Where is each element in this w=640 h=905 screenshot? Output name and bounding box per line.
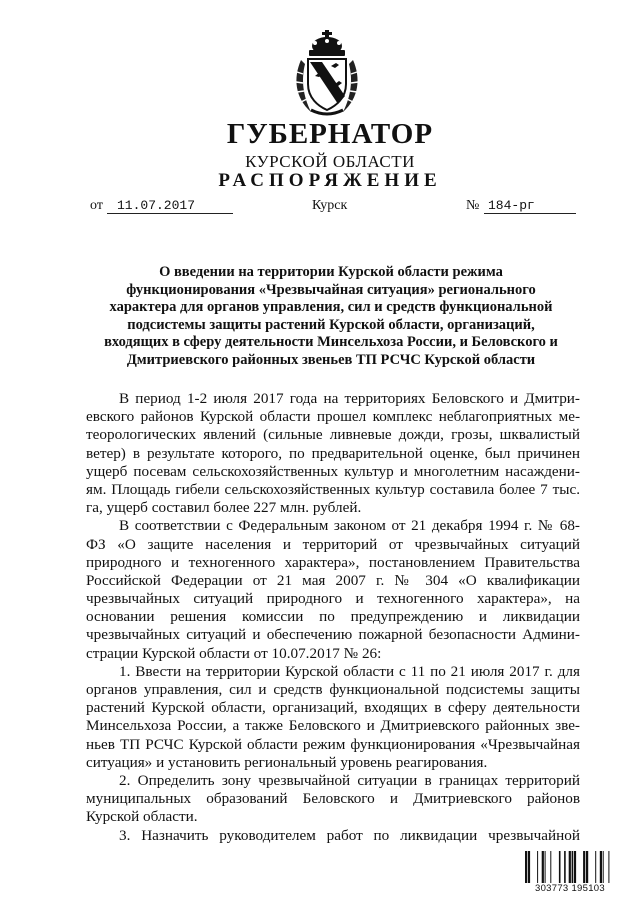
body-line: природного и техногенного характера», постановлением Правительства (86, 553, 580, 571)
document-number: 184-рг (484, 198, 576, 214)
body-line: чрезвычайных ситуаций природного и техногенного характера», на (86, 590, 580, 608)
body-line: Российской Федерации от 21 мая 2007 г. № 304 «О квалификации (86, 571, 580, 589)
barcode-bar (528, 851, 530, 883)
body-line: В соответствии с Федеральным законом от 21 декабря 1994 г. № 68- (119, 517, 580, 535)
barcode-bar (564, 851, 566, 883)
barcode-bar (559, 851, 561, 883)
body-line: 2. Определить зону чрезвычайной ситуации в границах территорий (119, 771, 580, 789)
barcode-bar (583, 851, 585, 883)
barcode-bar (569, 851, 571, 883)
barcode-bar (542, 851, 544, 883)
body-line: га, ущерб составил более 227 млн. рублей. (86, 499, 362, 517)
coat-of-arms-icon (291, 26, 363, 118)
barcode-bar (608, 851, 609, 883)
title-line: входящих в сферу деятельности Минсельхоза России, и Беловского и (104, 334, 558, 350)
barcode-bar (550, 851, 551, 883)
document-body (86, 390, 580, 845)
body-line: основании решения комиссии по предупреждению и ликвидации (86, 608, 580, 626)
body-line: ньев ТП РСЧС Курской области режим функционирования «Чрезвычайная (86, 735, 580, 753)
body-line: муниципальных образований Беловского и Дмитриевского районов (86, 790, 580, 808)
region-heading: КУРСКОЙ ОБЛАСТИ (245, 152, 415, 171)
body-line: страции Курской области от 10.07.2017 № 26: (86, 644, 382, 662)
body-line: евского районов Курской области прошел комплекс неблагоприятных ме- (86, 408, 580, 426)
barcode-bar (603, 851, 604, 883)
barcode-bar (595, 851, 596, 883)
document-meta-row (0, 198, 640, 220)
body-line: В период 1-2 июля 2017 года на территориях Беловского и Дмитри- (119, 390, 580, 407)
body-line: Минсельхоза России, а также Беловского и Дмитриевского районных зве- (86, 717, 580, 735)
body-line: ситуация» и установить региональный уровень реагирования. (86, 753, 488, 771)
barcode-bar (537, 851, 538, 883)
date-label: от (90, 198, 103, 213)
barcode-bar (525, 851, 527, 883)
body-line: ущерб посевам сельскохозяйственных культур и многолетним насаждени- (86, 462, 580, 480)
title-line: характера для органов управления, сил и средств функциональной (109, 299, 553, 315)
barcode-bar (572, 851, 574, 883)
body-line: ФЗ «О защите населения и территорий от чрезвычайных ситуаций (86, 535, 580, 553)
body-line: ветер) в результате которого, по предварительной оценке, был причинен (86, 444, 580, 462)
document-title (0, 264, 640, 369)
barcode-bar (586, 851, 588, 883)
barcode-bar (574, 851, 576, 883)
title-line: О введении на территории Курской области режима (159, 264, 503, 280)
barcode-number: 303773 195103 (524, 883, 616, 894)
body-line: чрезвычайных ситуаций и обеспечению пожарной безопасности Админи- (86, 626, 580, 644)
body-line: 1. Ввести на территории Курской области с 11 по 21 июля 2017 г. для (119, 662, 580, 680)
body-line: органов управления, сил и средств функциональной подсистемы защиты (86, 681, 580, 698)
body-line: растений Курской области, организаций, входящих в сферу деятельности (86, 699, 580, 717)
document-type-heading: РАСПОРЯЖЕНИЕ (218, 170, 442, 191)
document-date: 11.07.2017 (107, 198, 233, 214)
title-line: Дмитриевского районных звеньев ТП РСЧС Курской области (126, 351, 536, 368)
title-line: подсистемы защиты растений Курской области, организаций, (127, 316, 535, 333)
document-city: Курск (312, 198, 348, 213)
title-line: функционирования «Чрезвычайная ситуация» регионального (126, 281, 536, 298)
barcode-bar (600, 851, 602, 883)
body-line: 3. Назначить руководителем работ по ликвидации чрезвычайной (119, 826, 580, 844)
body-line: ям. Площадь гибели сельскохозяйственных культур составила более 7 тыс. (86, 480, 580, 498)
number-label: № (466, 198, 480, 213)
body-line: теорологических явлений (сильные ливневые дожди, грозы, шквалистый (86, 426, 580, 444)
body-line: Курской области. (86, 808, 198, 826)
governor-heading: ГУБЕРНАТОР (226, 118, 434, 150)
barcode-bar (545, 851, 546, 883)
